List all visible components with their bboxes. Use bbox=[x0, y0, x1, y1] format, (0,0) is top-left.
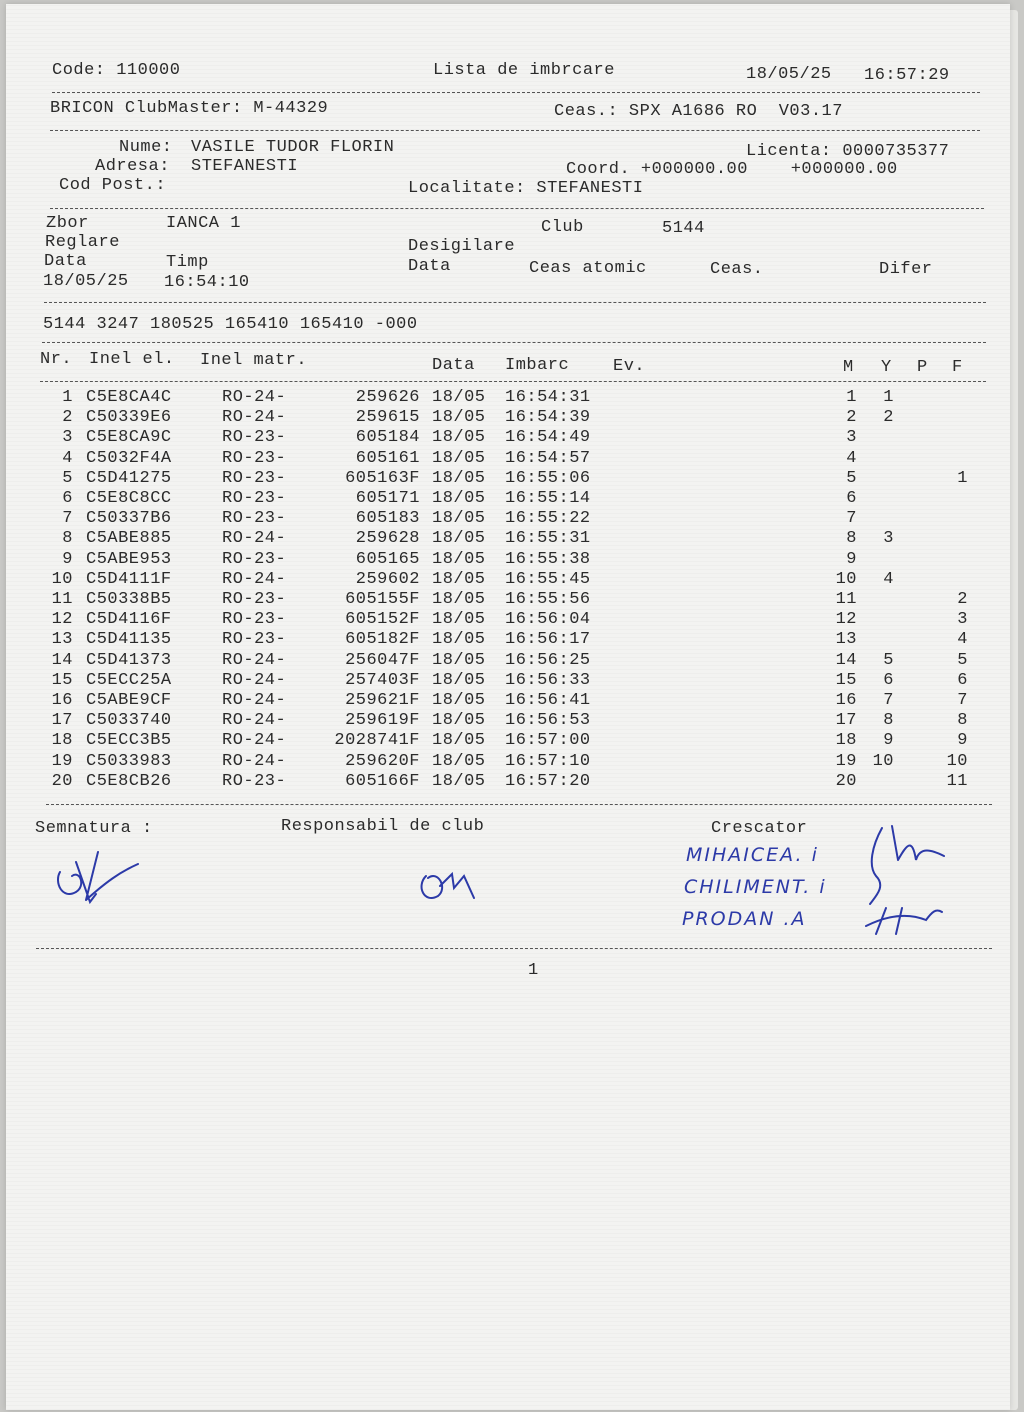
adresa-value: STEFANESTI bbox=[191, 157, 299, 176]
row-nr: 17 bbox=[51, 711, 73, 731]
zbor-value: IANCA 1 bbox=[166, 214, 241, 233]
semnatura-label: Semnatura : bbox=[35, 819, 153, 838]
row-ring-number: 605165 bbox=[355, 549, 420, 569]
club-label: Club bbox=[541, 218, 584, 237]
table-row bbox=[6, 590, 1010, 610]
data2-label: Data bbox=[408, 257, 451, 276]
row-arrival-time: 16:56:17 bbox=[505, 630, 591, 650]
row-m: 8 bbox=[846, 529, 857, 549]
reglare-date: 18/05/25 bbox=[43, 272, 129, 291]
row-date: 18/05 bbox=[432, 650, 486, 670]
row-f: 7 bbox=[957, 691, 968, 710]
row-inel-el: C5ABE9CF bbox=[86, 691, 172, 710]
document-sheet bbox=[6, 4, 1010, 1410]
handwritten-name-3: PRODAN .A bbox=[682, 908, 807, 930]
col-header-nr: Nr. bbox=[40, 350, 73, 369]
row-inel-el: C5D41373 bbox=[86, 650, 172, 670]
row-nr: 18 bbox=[51, 731, 73, 751]
row-y: 5 bbox=[883, 650, 894, 670]
row-nr: 16 bbox=[51, 691, 73, 710]
signature-scribble-2 bbox=[412, 856, 492, 916]
document-title: Lista de imbrcare bbox=[433, 61, 615, 80]
handwritten-name-2: CHILIMENT. i bbox=[684, 876, 827, 898]
row-nr: 13 bbox=[51, 630, 73, 650]
row-ring-number: 257403F bbox=[345, 670, 420, 690]
table-row bbox=[6, 610, 1010, 630]
row-prefix: RO-24- bbox=[222, 711, 287, 731]
row-ring-number: 605166F bbox=[345, 771, 420, 791]
row-prefix: RO-23- bbox=[222, 771, 287, 791]
row-m: 2 bbox=[846, 408, 857, 428]
row-inel-el: C5ABE885 bbox=[86, 529, 172, 549]
table-row bbox=[6, 772, 1010, 792]
row-nr: 1 bbox=[62, 388, 73, 407]
row-arrival-time: 16:56:04 bbox=[505, 610, 591, 630]
row-arrival-time: 16:55:14 bbox=[505, 489, 591, 508]
row-inel-el: C5ECC3B5 bbox=[86, 731, 172, 751]
row-f: 2 bbox=[957, 590, 968, 609]
row-date: 18/05 bbox=[432, 448, 486, 468]
row-inel-el: C5ABE953 bbox=[86, 549, 172, 569]
row-ring-number: 259602 bbox=[355, 569, 420, 589]
row-ring-number: 605183 bbox=[355, 509, 420, 529]
row-ring-number: 259619F bbox=[345, 711, 420, 731]
table-row bbox=[6, 529, 1010, 549]
row-inel-el: C5ECC25A bbox=[86, 670, 172, 690]
row-nr: 7 bbox=[62, 509, 73, 529]
row-arrival-time: 16:55:31 bbox=[505, 529, 591, 549]
row-nr: 14 bbox=[51, 650, 73, 670]
col-header-m: M bbox=[843, 358, 854, 377]
code-label: Code: 110000 bbox=[52, 61, 181, 80]
row-ring-number: 256047F bbox=[345, 650, 420, 670]
row-date: 18/05 bbox=[432, 731, 486, 751]
row-ring-number: 259620F bbox=[345, 751, 420, 771]
crescator-label: Crescator bbox=[711, 819, 808, 838]
row-y: 10 bbox=[872, 751, 894, 771]
row-prefix: RO-23- bbox=[222, 448, 287, 468]
localitate: Localitate: STEFANESTI bbox=[408, 179, 644, 198]
codpost-label: Cod Post.: bbox=[59, 176, 167, 195]
row-m: 7 bbox=[846, 509, 857, 529]
row-inel-el: C5E8CA4C bbox=[86, 388, 172, 407]
row-date: 18/05 bbox=[432, 771, 486, 791]
row-ring-number: 2028741F bbox=[334, 731, 420, 751]
row-ring-number: 605184 bbox=[355, 428, 420, 448]
row-date: 18/05 bbox=[432, 711, 486, 731]
row-date: 18/05 bbox=[432, 428, 486, 448]
row-date: 18/05 bbox=[432, 751, 486, 771]
ceas-atomic-label: Ceas atomic bbox=[529, 259, 647, 278]
row-arrival-time: 16:57:10 bbox=[505, 751, 591, 771]
row-nr: 11 bbox=[51, 590, 73, 609]
handwritten-name-1: MIHAICEA. i bbox=[686, 844, 819, 866]
signature-scribble-3 bbox=[846, 816, 966, 946]
row-date: 18/05 bbox=[432, 630, 486, 650]
row-arrival-time: 16:54:49 bbox=[505, 428, 591, 448]
row-ring-number: 605152F bbox=[345, 610, 420, 630]
row-ring-number: 605171 bbox=[355, 489, 420, 508]
header-time: 16:57:29 bbox=[864, 66, 950, 85]
row-inel-el: C5032F4A bbox=[86, 448, 172, 468]
clubmaster-id: BRICON ClubMaster: M-44329 bbox=[50, 99, 329, 118]
row-date: 18/05 bbox=[432, 489, 486, 508]
row-date: 18/05 bbox=[432, 691, 486, 710]
row-prefix: RO-24- bbox=[222, 751, 287, 771]
club-value: 5144 bbox=[662, 219, 705, 238]
table-row bbox=[6, 731, 1010, 751]
row-m: 1 bbox=[846, 388, 857, 407]
row-nr: 19 bbox=[51, 751, 73, 771]
row-m: 20 bbox=[835, 771, 857, 791]
row-nr: 5 bbox=[62, 468, 73, 488]
row-m: 18 bbox=[835, 731, 857, 751]
coordinates: Coord. +000000.00 +000000.00 bbox=[566, 160, 898, 179]
table-row bbox=[6, 651, 1010, 671]
row-m: 6 bbox=[846, 489, 857, 508]
row-date: 18/05 bbox=[432, 610, 486, 630]
row-inel-el: C5D4111F bbox=[86, 569, 172, 589]
col-header-data: Data bbox=[432, 356, 475, 375]
table-row bbox=[6, 509, 1010, 529]
row-m: 5 bbox=[846, 468, 857, 488]
row-prefix: RO-23- bbox=[222, 630, 287, 650]
row-prefix: RO-23- bbox=[222, 549, 287, 569]
table-row bbox=[6, 570, 1010, 590]
row-arrival-time: 16:55:38 bbox=[505, 549, 591, 569]
row-prefix: RO-24- bbox=[222, 650, 287, 670]
row-arrival-time: 16:56:25 bbox=[505, 650, 591, 670]
col-header-imbarc: Imbarc bbox=[505, 356, 570, 375]
divider bbox=[50, 130, 980, 131]
row-ring-number: 605163F bbox=[345, 468, 420, 488]
divider bbox=[42, 342, 986, 343]
code-line: 5144 3247 180525 165410 165410 -000 bbox=[43, 315, 418, 334]
divider bbox=[52, 92, 980, 93]
row-prefix: RO-23- bbox=[222, 590, 287, 609]
row-prefix: RO-24- bbox=[222, 670, 287, 690]
row-f: 8 bbox=[957, 711, 968, 731]
row-date: 18/05 bbox=[432, 590, 486, 609]
desigilare-label: Desigilare bbox=[408, 237, 516, 256]
row-y: 2 bbox=[883, 408, 894, 428]
row-prefix: RO-24- bbox=[222, 529, 287, 549]
row-arrival-time: 16:54:57 bbox=[505, 448, 591, 468]
col-header-f: F bbox=[952, 358, 963, 377]
row-inel-el: C5033740 bbox=[86, 711, 172, 731]
col-header-y: Y bbox=[881, 358, 892, 377]
row-y: 7 bbox=[883, 691, 894, 710]
row-ring-number: 605161 bbox=[355, 448, 420, 468]
row-inel-el: C5033983 bbox=[86, 751, 172, 771]
row-f: 4 bbox=[957, 630, 968, 650]
row-arrival-time: 16:56:33 bbox=[505, 670, 591, 690]
row-nr: 6 bbox=[62, 489, 73, 508]
row-arrival-time: 16:55:45 bbox=[505, 569, 591, 589]
row-prefix: RO-24- bbox=[222, 388, 287, 407]
row-nr: 2 bbox=[62, 408, 73, 428]
row-inel-el: C5D41135 bbox=[86, 630, 172, 650]
row-arrival-time: 16:55:06 bbox=[505, 468, 591, 488]
row-prefix: RO-24- bbox=[222, 691, 287, 710]
data-label: Data bbox=[44, 252, 87, 271]
row-y: 9 bbox=[883, 731, 894, 751]
row-m: 16 bbox=[835, 691, 857, 710]
row-inel-el: C50337B6 bbox=[86, 509, 172, 529]
row-prefix: RO-24- bbox=[222, 569, 287, 589]
row-date: 18/05 bbox=[432, 468, 486, 488]
col-header-p: P bbox=[917, 358, 928, 377]
row-arrival-time: 16:55:22 bbox=[505, 509, 591, 529]
row-nr: 20 bbox=[51, 771, 73, 791]
row-arrival-time: 16:54:39 bbox=[505, 408, 591, 428]
row-m: 9 bbox=[846, 549, 857, 569]
row-prefix: RO-23- bbox=[222, 489, 287, 508]
divider bbox=[36, 948, 992, 949]
row-y: 1 bbox=[883, 388, 894, 407]
col-header-ev: Ev. bbox=[613, 357, 646, 376]
row-ring-number: 259615 bbox=[355, 408, 420, 428]
row-date: 18/05 bbox=[432, 569, 486, 589]
row-m: 4 bbox=[846, 448, 857, 468]
row-ring-number: 259626 bbox=[355, 388, 420, 407]
divider bbox=[40, 381, 986, 382]
table-row bbox=[6, 630, 1010, 650]
row-nr: 8 bbox=[62, 529, 73, 549]
row-m: 15 bbox=[835, 670, 857, 690]
row-m: 10 bbox=[835, 569, 857, 589]
row-date: 18/05 bbox=[432, 388, 486, 407]
row-prefix: RO-23- bbox=[222, 468, 287, 488]
row-nr: 4 bbox=[62, 448, 73, 468]
row-date: 18/05 bbox=[432, 670, 486, 690]
row-arrival-time: 16:56:53 bbox=[505, 711, 591, 731]
divider bbox=[50, 208, 984, 209]
row-prefix: RO-24- bbox=[222, 731, 287, 751]
table-row bbox=[6, 711, 1010, 731]
row-prefix: RO-23- bbox=[222, 428, 287, 448]
reglare-label: Reglare bbox=[45, 233, 120, 252]
divider bbox=[46, 804, 992, 805]
row-nr: 15 bbox=[51, 670, 73, 690]
row-y: 8 bbox=[883, 711, 894, 731]
row-date: 18/05 bbox=[432, 509, 486, 529]
row-ring-number: 259628 bbox=[355, 529, 420, 549]
row-m: 19 bbox=[835, 751, 857, 771]
row-prefix: RO-23- bbox=[222, 610, 287, 630]
table-row bbox=[6, 489, 1010, 509]
difer-label: Difer bbox=[879, 260, 933, 279]
licenta: Licenta: 0000735377 bbox=[746, 142, 950, 161]
row-nr: 10 bbox=[51, 569, 73, 589]
row-y: 4 bbox=[883, 569, 894, 589]
header-date: 18/05/25 bbox=[746, 65, 832, 84]
row-m: 12 bbox=[835, 610, 857, 630]
table-row bbox=[6, 671, 1010, 691]
ceas-label: Ceas. bbox=[710, 260, 764, 279]
table-row bbox=[6, 550, 1010, 570]
row-f: 11 bbox=[946, 771, 968, 791]
row-f: 1 bbox=[957, 468, 968, 488]
row-arrival-time: 16:55:56 bbox=[505, 590, 591, 609]
table-row bbox=[6, 388, 1010, 408]
row-inel-el: C5D4116F bbox=[86, 610, 172, 630]
row-arrival-time: 16:54:31 bbox=[505, 388, 591, 407]
signature-scribble-1 bbox=[46, 842, 146, 912]
row-ring-number: 259621F bbox=[345, 691, 420, 710]
row-inel-el: C50338B5 bbox=[86, 590, 172, 609]
row-ring-number: 605155F bbox=[345, 590, 420, 609]
nume-value: VASILE TUDOR FLORIN bbox=[191, 138, 395, 157]
col-header-inel-matr: Inel matr. bbox=[200, 351, 308, 370]
adresa-label: Adresa: bbox=[95, 157, 170, 176]
divider bbox=[44, 302, 986, 303]
table-row bbox=[6, 691, 1010, 711]
row-f: 3 bbox=[957, 610, 968, 630]
row-m: 14 bbox=[835, 650, 857, 670]
table-row bbox=[6, 449, 1010, 469]
row-nr: 3 bbox=[62, 428, 73, 448]
row-date: 18/05 bbox=[432, 549, 486, 569]
row-arrival-time: 16:57:00 bbox=[505, 731, 591, 751]
row-f: 6 bbox=[957, 670, 968, 690]
table-row bbox=[6, 408, 1010, 428]
row-m: 3 bbox=[846, 428, 857, 448]
row-m: 13 bbox=[835, 630, 857, 650]
zbor-label: Zbor bbox=[46, 214, 89, 233]
row-f: 5 bbox=[957, 650, 968, 670]
row-inel-el: C5E8C8CC bbox=[86, 489, 172, 508]
row-nr: 12 bbox=[51, 610, 73, 630]
row-prefix: RO-23- bbox=[222, 509, 287, 529]
row-arrival-time: 16:56:41 bbox=[505, 691, 591, 710]
timp-label: Timp bbox=[166, 253, 209, 272]
row-m: 11 bbox=[835, 590, 857, 609]
row-m: 17 bbox=[835, 711, 857, 731]
row-f: 10 bbox=[946, 751, 968, 771]
row-ring-number: 605182F bbox=[345, 630, 420, 650]
row-inel-el: C50339E6 bbox=[86, 408, 172, 428]
row-prefix: RO-24- bbox=[222, 408, 287, 428]
clock-id: Ceas.: SPX A1686 RO V03.17 bbox=[554, 102, 843, 121]
responsabil-label: Responsabil de club bbox=[281, 817, 485, 836]
col-header-inel-el: Inel el. bbox=[89, 350, 175, 369]
table-row bbox=[6, 428, 1010, 448]
row-date: 18/05 bbox=[432, 529, 486, 549]
table-row bbox=[6, 469, 1010, 489]
row-nr: 9 bbox=[62, 549, 73, 569]
row-inel-el: C5D41275 bbox=[86, 468, 172, 488]
row-f: 9 bbox=[957, 731, 968, 751]
row-y: 3 bbox=[883, 529, 894, 549]
page-number: 1 bbox=[528, 961, 539, 980]
nume-label: Nume: bbox=[119, 138, 173, 157]
row-arrival-time: 16:57:20 bbox=[505, 771, 591, 791]
row-inel-el: C5E8CA9C bbox=[86, 428, 172, 448]
row-date: 18/05 bbox=[432, 408, 486, 428]
row-inel-el: C5E8CB26 bbox=[86, 771, 172, 791]
row-y: 6 bbox=[883, 670, 894, 690]
table-row bbox=[6, 752, 1010, 772]
reglare-time: 16:54:10 bbox=[164, 273, 250, 292]
